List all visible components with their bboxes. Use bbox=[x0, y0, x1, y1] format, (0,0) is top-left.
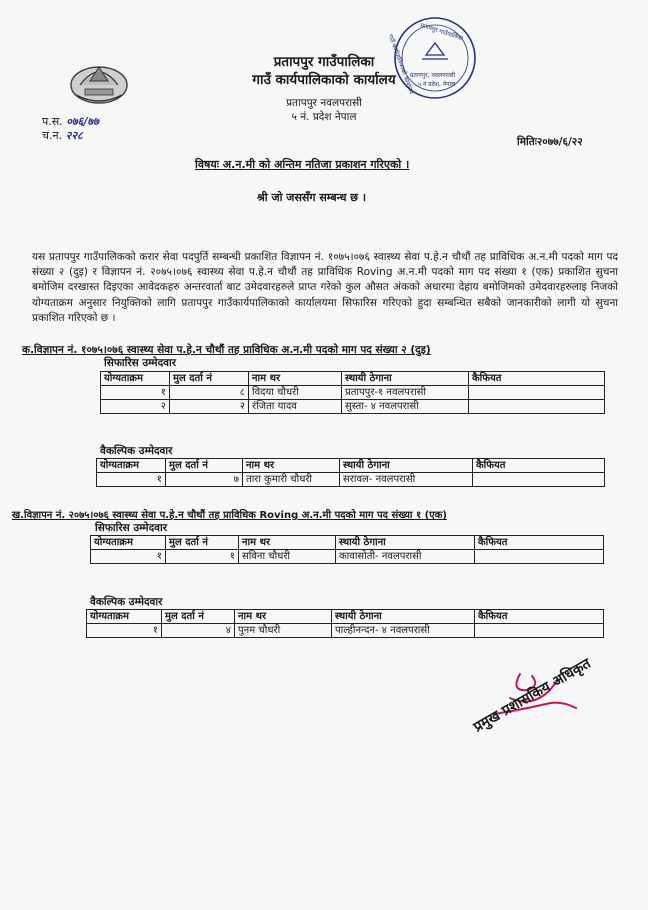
cell-name: पुनम चौधरी bbox=[235, 624, 332, 638]
cell-name: रंजिता यादव bbox=[249, 400, 342, 414]
cell-reg: १ bbox=[166, 550, 239, 564]
cell-name: तारा कुमारी चौधरी bbox=[243, 473, 340, 487]
cell-name: सविना चौधरी bbox=[239, 550, 336, 564]
column-header-address: स्थायी ठेगाना bbox=[336, 536, 475, 550]
body-paragraph: यस प्रतापपुर गाउँपालिकको करार सेवा पदपुर्ति सम्बन्धी प्रकाशित विज्ञापन नं. १०७५।०७६ स्वास्थ्य सेवा प.हे.न चौथौं तह प्राविधिक अ.न.मी पदको माग पद संख्या २ (दुइ) र विज्ञापन नं. २०७५।०७६ स्वास्थ्य सेवा प.हे.न चौथौं तह प्राविधिक Roving अ.न.मी पदको माग पद संख्या १ (एक) प्रकाशित सुचना बमोजिम दरखास्त दिइएका आवेदकहरु अन्तरवार्ता बाट उमेदवारहरुले प्राप्त गरेको कुल औसत अंकको अधारमा देहाय बमोजिमको उमेदवारहरुलाइ निजको योग्यताक्रम अनुसार नियुक्तिको लागि प्रतापपुर गाउँकार्यपालिकाको कार्यालयमा सिफारिस गरिएको हुदा सम्बन्धित सबैको जानकारीको लागी यो सुचना प्रकाशित गरिएको छ । bbox=[32, 251, 618, 324]
cell-address: पाल्हीनन्दन- ४ नवलपरासी bbox=[332, 624, 475, 638]
letter-salutation: श्री जो जससँग सम्बन्ध छ । bbox=[257, 191, 367, 204]
office-name: प्रतापपुर गाउँपालिका bbox=[273, 54, 375, 70]
column-header-remarks: कैफियत bbox=[473, 459, 605, 473]
letter-date: मितिः२०७७/६/२२ bbox=[517, 136, 583, 148]
cell-remarks bbox=[473, 473, 605, 487]
column-header-rank: योग्यताक्रम bbox=[97, 459, 166, 473]
table-header-row bbox=[87, 610, 604, 624]
stamp-text: ५ नं प्रदेश, नेपाल bbox=[418, 81, 456, 88]
section-a-heading: क.विज्ञापन नं. १०७५।०७६ स्वास्थ्य सेवा प.हे.न चौथौं तह प्राविधिक अ.न.मी पदको माग पद संख्या २ (दुइ) bbox=[22, 344, 431, 356]
section-b-recommended-table bbox=[90, 535, 604, 564]
column-header-name: नाम थर bbox=[239, 536, 336, 550]
cell-rank: १ bbox=[101, 386, 170, 400]
column-header-reg: मुल दर्ता नं bbox=[166, 536, 239, 550]
column-header-rank: योग्यताक्रम bbox=[91, 536, 166, 550]
cell-name: विदया चौधरी bbox=[249, 386, 342, 400]
column-header-name: नाम थर bbox=[249, 372, 342, 386]
table-header-row bbox=[91, 536, 604, 550]
cell-address: प्रतापपुर-१ नवलपरासी bbox=[342, 386, 469, 400]
table-header-row bbox=[97, 459, 605, 473]
cell-remarks bbox=[469, 400, 605, 414]
stamp-text: प्रतापपुर, नवलपरासी bbox=[410, 72, 456, 79]
stamp-text: गाउँ कार्यपालिकाको कार्यालय bbox=[386, 33, 415, 96]
cell-address: कावासोती- नवलपरासी bbox=[336, 550, 475, 564]
column-header-name: नाम थर bbox=[243, 459, 340, 473]
column-header-reg: मुल दर्ता नं bbox=[170, 372, 249, 386]
column-header-remarks: कैफियत bbox=[469, 372, 605, 386]
section-a-alternate-label: वैकल्पिक उम्मेदवार bbox=[100, 445, 173, 457]
signatory-title: प्रमुख प्रशासकिय अधिकृत bbox=[471, 655, 594, 736]
section-a-alternate-table bbox=[96, 458, 605, 487]
column-header-address: स्थायी ठेगाना bbox=[342, 372, 469, 386]
office-province: ५ नं. प्रदेश नेपाल bbox=[291, 111, 357, 123]
column-header-rank: योग्यताक्रम bbox=[87, 610, 162, 624]
cell-remarks bbox=[475, 624, 604, 638]
cell-reg: २ bbox=[170, 400, 249, 414]
column-header-name: नाम थर bbox=[235, 610, 332, 624]
section-b-recommended-label: सिफारिस उम्मेदवार bbox=[95, 522, 167, 534]
table-row bbox=[87, 624, 604, 638]
column-header-remarks: कैफियत bbox=[475, 536, 604, 550]
table-row bbox=[101, 400, 605, 414]
ref-value: ०७६/७७ bbox=[66, 115, 99, 128]
cell-remarks bbox=[469, 386, 605, 400]
letter-ref-number bbox=[42, 114, 99, 129]
section-a-recommended-table bbox=[100, 371, 605, 414]
section-b-alternate-label: वैकल्पिक उम्मेदवार bbox=[90, 596, 163, 608]
table-row bbox=[91, 550, 604, 564]
dispatch-label: च.न. bbox=[42, 129, 63, 142]
cell-address: सुस्ता- ४ नवलपरासी bbox=[342, 400, 469, 414]
cell-reg: ४ bbox=[162, 624, 235, 638]
column-header-address: स्थायी ठेगाना bbox=[332, 610, 475, 624]
dispatch-value: २२८ bbox=[65, 129, 83, 142]
column-header-address: स्थायी ठेगाना bbox=[340, 459, 473, 473]
cell-rank: २ bbox=[101, 400, 170, 414]
office-address: प्रतापपुर नवलपरासी bbox=[286, 97, 362, 109]
column-header-reg: मुल दर्ता नं bbox=[162, 610, 235, 624]
column-header-reg: मुल दर्ता नं bbox=[166, 459, 243, 473]
cell-reg: ७ bbox=[166, 473, 243, 487]
cell-reg: ८ bbox=[170, 386, 249, 400]
cell-rank: १ bbox=[87, 624, 162, 638]
cell-address: सरावल- नवलपरासी bbox=[340, 473, 473, 487]
office-subtitle: गाउँ कार्यपालिकाको कार्यालय bbox=[252, 72, 396, 88]
cell-rank: १ bbox=[91, 550, 166, 564]
cell-rank: १ bbox=[97, 473, 166, 487]
dispatch-number bbox=[42, 128, 83, 143]
section-a-recommended-label: सिफारिस उम्मेदवार bbox=[104, 357, 176, 369]
stamp-text: प्रतापपुर गाउँपालिका bbox=[419, 21, 465, 43]
column-header-rank: योग्यताक्रम bbox=[101, 372, 170, 386]
table-row bbox=[97, 473, 605, 487]
table-header-row bbox=[101, 372, 605, 386]
ref-label: प.स. bbox=[42, 115, 63, 128]
table-row bbox=[101, 386, 605, 400]
section-b-heading: ख.विज्ञापन नं. २०७५।०७६ स्वास्थ्य सेवा प.हे.न चौथौं तह प्राविधिक Roving अ.न.मी पदको माग पद संख्या १ (एक) bbox=[12, 510, 447, 521]
letter-subject: विषयः अ.न.मी को अन्तिम नतिजा प्रकाशन गरिएको । bbox=[195, 158, 410, 171]
column-header-remarks: कैफियत bbox=[475, 610, 604, 624]
section-b-alternate-table bbox=[86, 609, 604, 638]
cell-remarks bbox=[475, 550, 604, 564]
